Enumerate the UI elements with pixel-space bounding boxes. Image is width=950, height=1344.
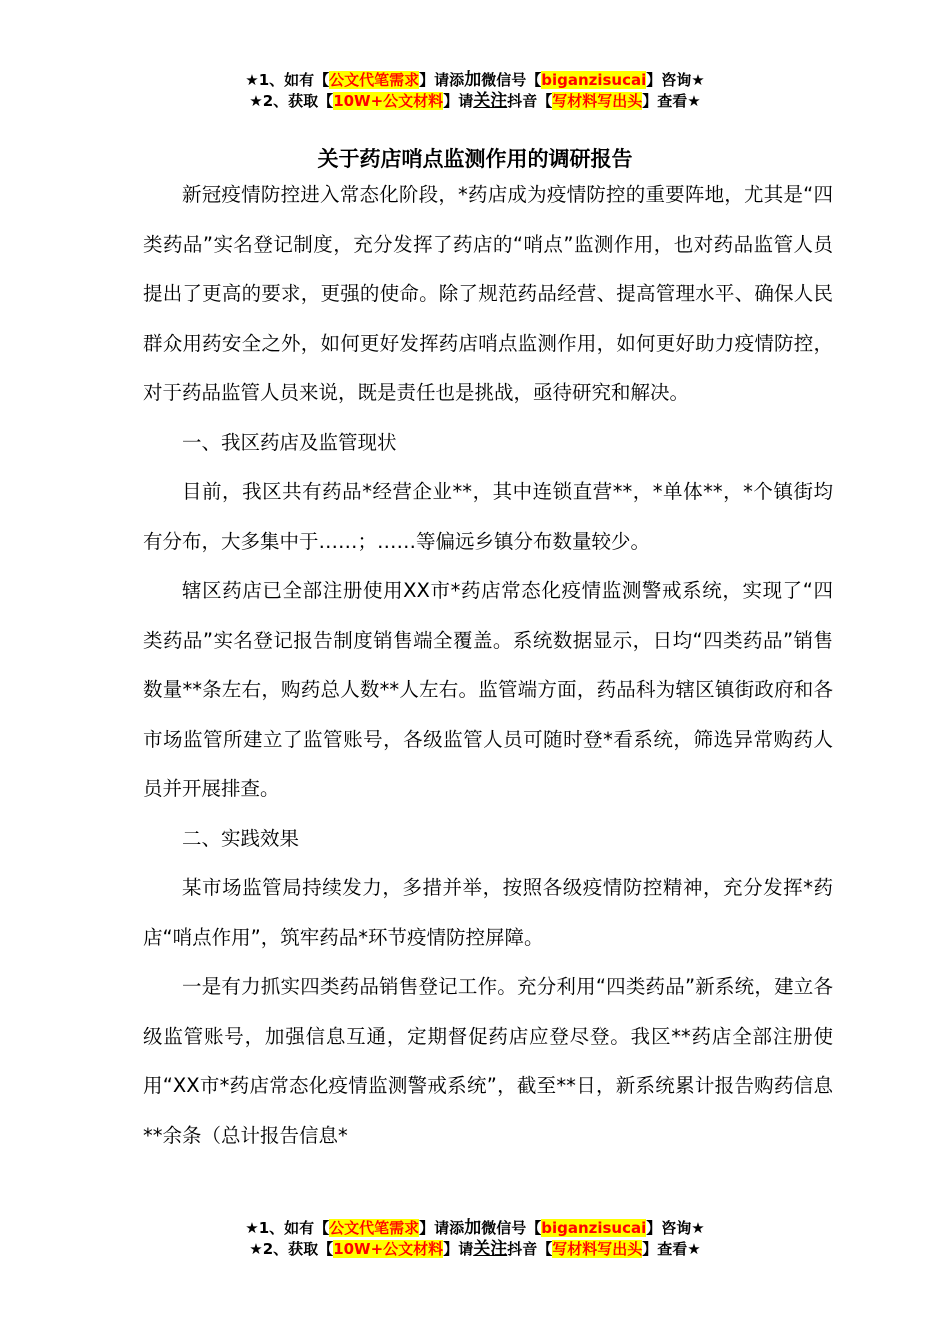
promo-text: 】请添 (419, 71, 465, 89)
promo-text: ★2、获取【 (249, 1240, 334, 1258)
promo-highlight: 公文代笔需求 (329, 1219, 420, 1237)
promo-text: 微信号【 (481, 1219, 542, 1237)
paragraph: 一是有力抓实四类药品销售登记工作。充分利用“四类药品”新系统，建立各级监管账号，加强信息互通，定期督促药店应登尽登。我区**药店全部注册使用“XX市*药店常态化疫情监测警戒系统”，截至**日，新系统累计报告购药信息**余条（总计报告信息* (143, 975, 833, 1147)
promo-line-1 (0, 70, 950, 91)
promo-highlight: 公文代笔需求 (329, 71, 420, 89)
paragraph: 某市场监管局持续发力，多措并举，按照各级疫情防控精神，充分发挥*药店“哨点作用”，筑牢药品*环节疫情防控屏障。 (143, 876, 833, 949)
paragraph: 目前，我区共有药品*经营企业**，其中连锁直营**，*单体**，*个镇街均有分布，大多集中于……；……等偏远乡镇分布数量较少。 (143, 480, 833, 553)
promo-highlight: 10W+公文材料 (333, 92, 444, 110)
promo-wechat-id: biganzisucai (541, 71, 647, 89)
promo-text: ★1、如有【 (245, 71, 330, 89)
promo-emphasis: 关注 (473, 91, 508, 111)
promo-text: 】查看★ (642, 92, 701, 110)
promo-highlight: 10W+公文材料 (333, 1240, 444, 1258)
promo-wechat-id: biganzisucai (541, 1219, 647, 1237)
promo-text: 抖音【 (507, 92, 553, 110)
promo-emphasis: 加 (464, 1218, 482, 1238)
promo-text: 】查看★ (642, 1240, 701, 1258)
promo-header (0, 70, 950, 112)
paragraph: 辖区药店已全部注册使用XX市*药店常态化疫情监测警戒系统，实现了“四类药品”实名登记报告制度销售端全覆盖。系统数据显示，日均“四类药品”销售数量**条左右，购药总人数**人左右。监管端方面，药品科为辖区镇街政府和各市场监管所建立了监管账号，各级监管人员可随时登*看系统，筛选异常购药人员并开展排查。 (143, 579, 833, 800)
promo-highlight: 写材料写出头 (552, 92, 643, 110)
promo-line-1 (0, 1218, 950, 1239)
promo-text: ★1、如有【 (245, 1219, 330, 1237)
section-heading-1: 一、我区药店及监管现状 (182, 430, 397, 454)
promo-text: 】请 (443, 92, 474, 110)
promo-text: 】咨询★ (646, 1219, 705, 1237)
promo-highlight: 写材料写出头 (552, 1240, 643, 1258)
promo-emphasis: 关注 (473, 1239, 508, 1259)
promo-line-2 (0, 1239, 950, 1260)
promo-text: 抖音【 (507, 1240, 553, 1258)
document-body (143, 170, 833, 1160)
promo-text: 】咨询★ (646, 71, 705, 89)
document-title: 关于药店哨点监测作用的调研报告 (317, 147, 633, 172)
promo-text: 微信号【 (481, 71, 542, 89)
promo-footer (0, 1218, 950, 1260)
promo-text: 】请添 (419, 1219, 465, 1237)
paragraph-intro: 新冠疫情防控进入常态化阶段，*药店成为疫情防控的重要阵地，尤其是“四类药品”实名登记制度，充分发挥了药店的“哨点”监测作用，也对药品监管人员提出了更高的要求，更强的使命。除了规范药品经营、提高管理水平、确保人民群众用药安全之外，如何更好发挥药店哨点监测作用，如何更好助力疫情防控，对于药品监管人员来说，既是责任也是挑战，亟待研究和解决。 (143, 183, 833, 404)
promo-line-2 (0, 91, 950, 112)
promo-text: ★2、获取【 (249, 92, 334, 110)
section-heading-2: 二、实践效果 (182, 826, 300, 850)
promo-emphasis: 加 (464, 70, 482, 90)
promo-text: 】请 (443, 1240, 474, 1258)
